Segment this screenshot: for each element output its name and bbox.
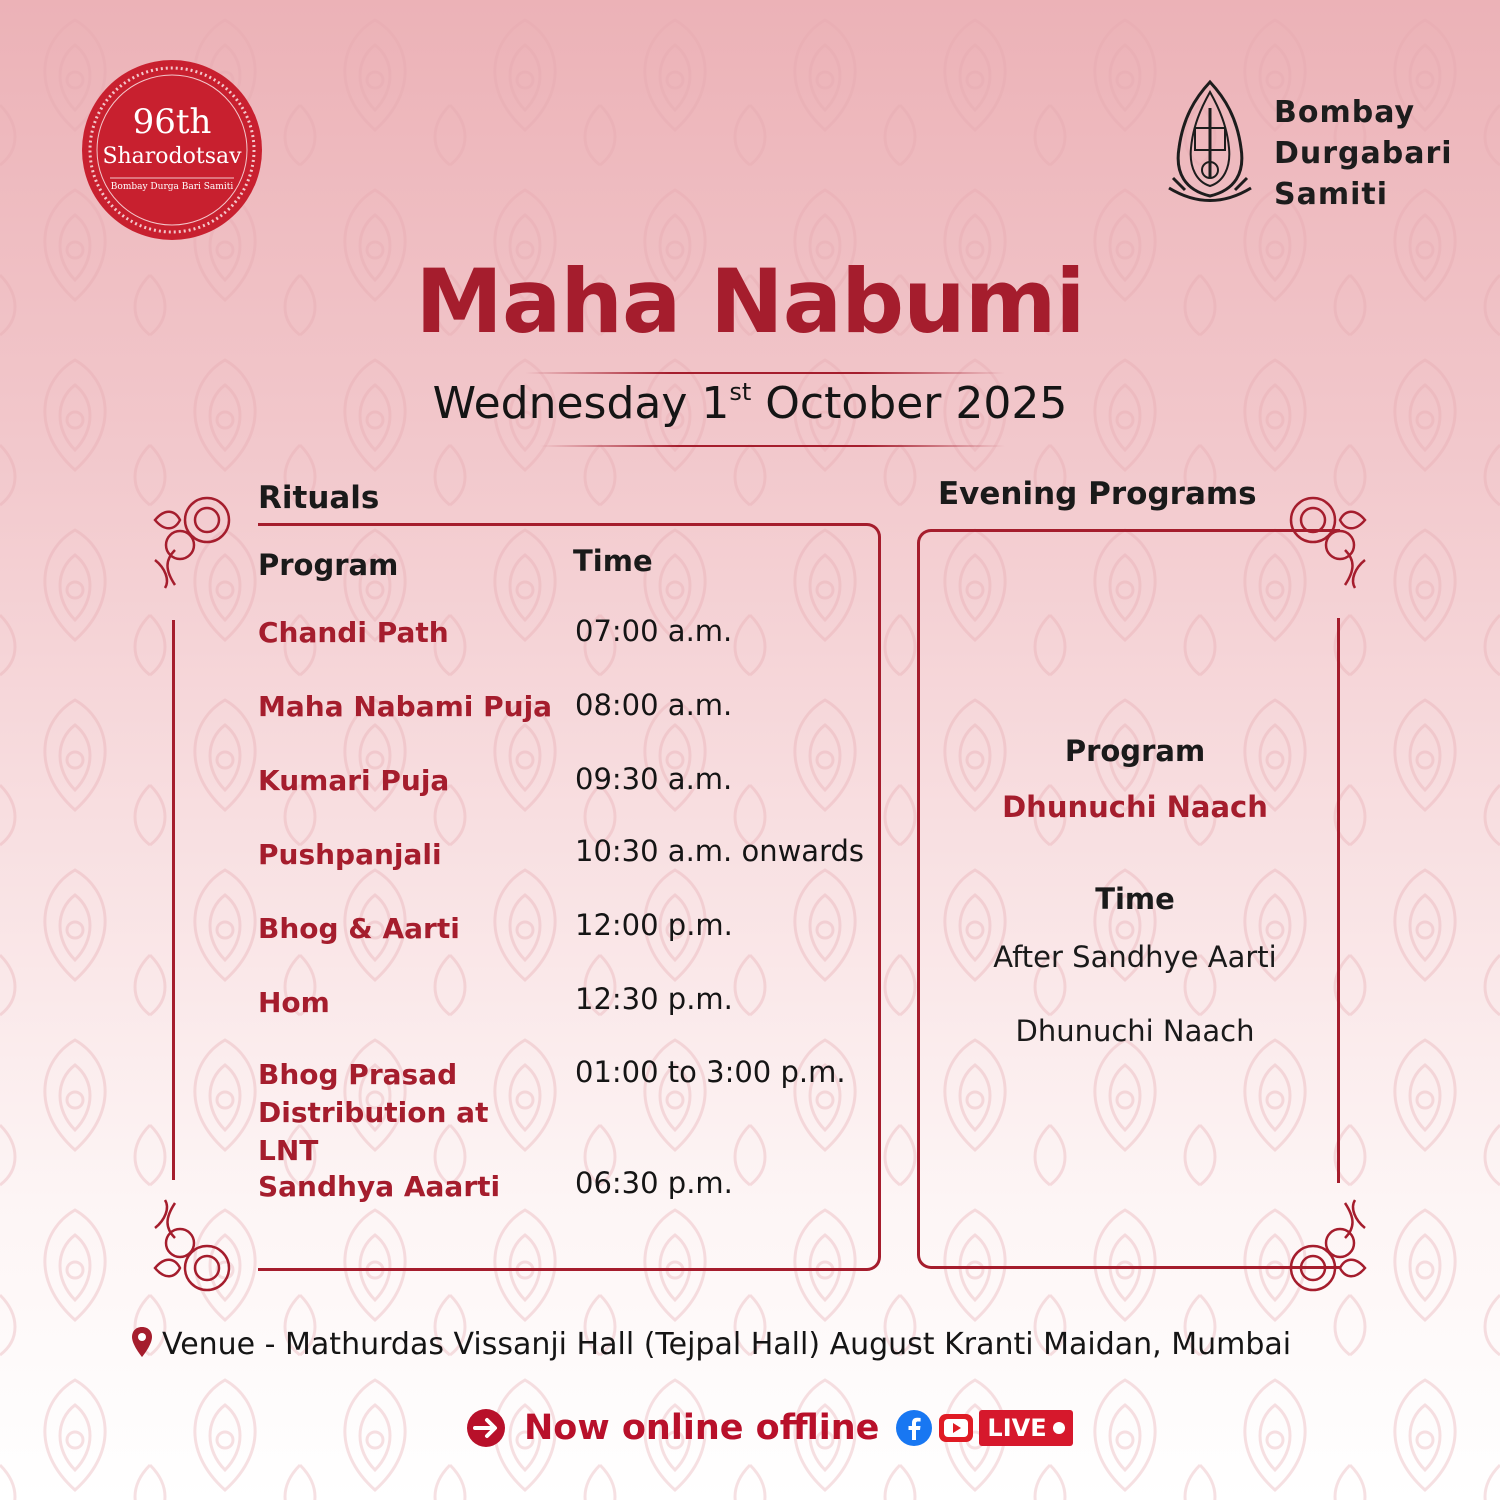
ritual-time: 06:30 p.m.: [575, 1166, 733, 1200]
ornament-icon: [135, 1198, 245, 1298]
online-row: [466, 1404, 1073, 1452]
sharodotsav-seal-logo: [80, 58, 264, 242]
evening-heading: Evening Programs: [938, 476, 1257, 512]
youtube-icon[interactable]: [937, 1409, 975, 1447]
date-suffix: st: [729, 378, 752, 406]
org-name: [1274, 92, 1453, 215]
ritual-time: 12:00 p.m.: [575, 908, 733, 942]
program-column-header: Program: [258, 548, 399, 582]
ritual-time: 07:00 a.m.: [575, 614, 733, 648]
ritual-program: Hom: [258, 986, 330, 1019]
ritual-program: Chandi Path: [258, 616, 449, 649]
evening-time-line: Dhunuchi Naach: [1015, 1014, 1255, 1048]
org-name-line: Samiti: [1274, 177, 1389, 212]
live-dot-icon: [1053, 1422, 1065, 1434]
panel-border-line: [1337, 618, 1340, 1183]
location-pin-icon: [130, 1326, 154, 1358]
page-title: Maha Nabumi: [415, 250, 1085, 353]
ritual-program: Bhog & Aarti: [258, 912, 460, 945]
evening-program-label: Program: [1064, 734, 1206, 768]
ritual-time: 01:00 to 3:00 p.m.: [575, 1055, 846, 1089]
evening-time-label: Time: [1095, 882, 1175, 916]
ritual-program: Pushpanjali: [258, 838, 442, 871]
seal-line-1: 96th: [132, 102, 212, 142]
ritual-program: Kumari Puja: [258, 764, 450, 797]
time-column-header: Time: [573, 544, 653, 578]
org-name-line: Durgabari: [1274, 136, 1453, 171]
ornament-icon: [135, 490, 245, 590]
panel-border-line: [172, 620, 175, 1180]
ornament-icon: [1275, 1198, 1385, 1298]
ritual-program: Maha Nabami Puja: [258, 690, 553, 723]
live-label: LIVE: [987, 1414, 1047, 1442]
ornament-icon: [1275, 490, 1385, 590]
ritual-program: Sandhya Aaarti: [258, 1170, 501, 1203]
divider: [525, 372, 1005, 374]
org-emblem-icon: [1165, 78, 1255, 216]
arrow-right-icon: [466, 1408, 506, 1448]
ritual-time: 09:30 a.m.: [575, 762, 733, 796]
divider: [540, 445, 1005, 447]
ritual-time: 08:00 a.m.: [575, 688, 733, 722]
facebook-icon[interactable]: [895, 1409, 933, 1447]
live-badge[interactable]: [979, 1410, 1072, 1446]
venue-text: Venue - Mathurdas Vissanji Hall (Tejpal Hall) August Kranti Maidan, Mumbai: [162, 1327, 1292, 1362]
seal-line-3: Bombay Durga Bari Samiti: [110, 182, 234, 192]
date-rest: October 2025: [751, 378, 1068, 429]
venue-line: [130, 1326, 1291, 1362]
rituals-heading: Rituals: [258, 480, 380, 516]
event-date: [0, 378, 1500, 429]
ritual-program: Bhog Prasad Distribution at LNT: [258, 1058, 489, 1167]
ritual-time: 12:30 p.m.: [575, 982, 733, 1016]
evening-program: Dhunuchi Naach: [1002, 790, 1268, 824]
evening-time-line: After Sandhye Aarti: [993, 940, 1277, 974]
org-name-line: Bombay: [1274, 95, 1416, 130]
ritual-time: 10:30 a.m. onwards: [575, 834, 865, 868]
seal-line-2: Sharodotsav: [102, 144, 242, 169]
online-text: Now online offline: [524, 1408, 880, 1448]
date-day: Wednesday 1: [432, 378, 730, 429]
